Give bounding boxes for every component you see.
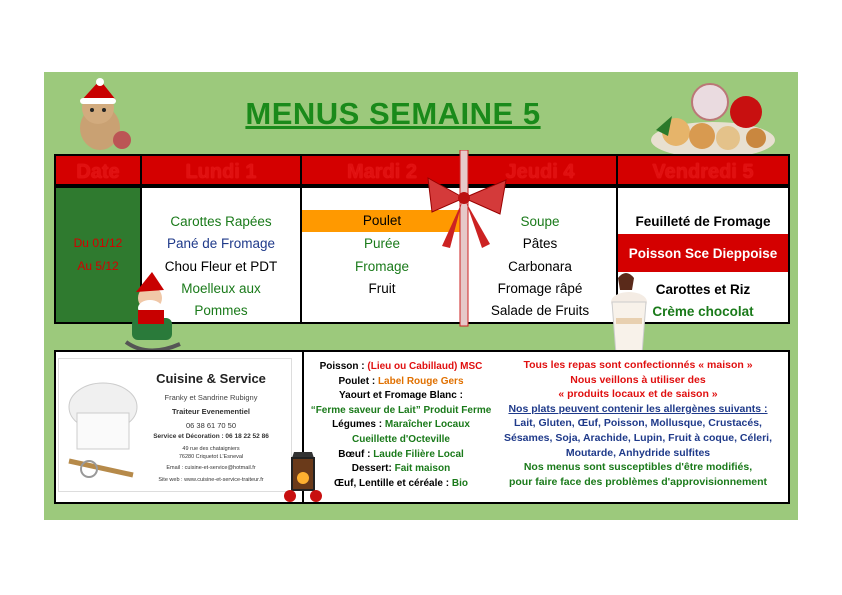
mardi-item: Poulet: [362, 213, 402, 228]
note-line: Nos plats peuvent contenir les allergènes suivants :: [508, 402, 768, 415]
header-mardi: Mardi 2: [300, 154, 464, 186]
jeudi-item: Fromage râpé: [497, 281, 583, 296]
jeudi-item: Soupe: [520, 214, 560, 229]
card-owners: Franky et Sandrine Rubigny: [164, 393, 258, 402]
note-line: Nos menus sont susceptibles d'être modifiés,: [523, 461, 753, 474]
teddy-bear-image: [60, 78, 140, 158]
lundi-item: Pané de Fromage: [166, 236, 276, 251]
header-vendredi: Vendredi 5: [616, 154, 790, 186]
sourcing-dessert: Dessert: Fait maison: [351, 463, 451, 475]
card-site: Site web : www.cuisine-et-service-traiteur.fr: [158, 477, 264, 483]
sourcing-oeuf: Œuf, Lentille et céréale : Bio: [334, 477, 468, 489]
jeudi-item: Carbonara: [508, 259, 572, 274]
notes: [492, 358, 784, 489]
lundi-item: Chou Fleur et PDT: [164, 259, 278, 274]
ribbon-bow-image: [420, 150, 520, 330]
card-brand: Cuisine & Service: [156, 371, 266, 386]
sourcing-poisson: Poisson : (Lieu ou Cabillaud) MSC: [319, 361, 483, 372]
sourcing-yaourt: Yaourt et Fromage Blanc :: [339, 390, 463, 402]
sourcing-ferme: “Ferme saveur de Lait” Produit Ferme: [310, 404, 492, 416]
date-from: Du 01/12: [73, 236, 123, 250]
santa-sled-image: [118, 272, 186, 360]
note-line: Tous les repas sont confectionnés « maison »: [523, 359, 753, 371]
business-card: [58, 358, 292, 492]
lundi-item: Pommes: [194, 303, 248, 318]
vendredi-item: Crème chocolat: [652, 304, 754, 319]
lundi-item: Moelleux aux: [181, 281, 261, 296]
header-jeudi: Jeudi 4: [462, 154, 618, 186]
mardi-item: Fruit: [368, 281, 396, 296]
jeudi-item: Salade de Fruits: [490, 303, 590, 318]
sourcing-boeuf: Bœuf : Laude Filière Local: [338, 448, 464, 460]
note-line: Nous veillons à utiliser des: [570, 373, 706, 386]
header-date: Date: [54, 154, 142, 186]
page-title: MENUS SEMAINE 5: [245, 96, 541, 131]
note-line: Sésames, Soja, Arachide, Lupin, Fruit à coque, Céleri,: [503, 431, 773, 444]
jeudi-item: Pâtes: [522, 236, 558, 251]
mardi-item: Purée: [363, 236, 401, 251]
card-decor: Service et Décoration : 06 18 22 52 86: [153, 433, 269, 440]
note-line: Lait, Gluten, Œuf, Poisson, Mollusque, Crustacés,: [514, 417, 762, 430]
note-line: « produits locaux et de saison »: [558, 388, 718, 401]
sourcing-cueillette: Cueillette d'Octeville: [352, 433, 450, 445]
card-email: Email : cuisine-et-service@hotmail.fr: [166, 465, 256, 471]
mardi-item: Fromage: [354, 259, 410, 274]
vendredi-item: Poisson Sce Dieppoise: [628, 246, 778, 261]
note-line: pour faire face des problèmes d'approvisionnement: [508, 475, 768, 488]
card-address2: 76280 Criquetot L'Esneval: [178, 454, 244, 460]
card-phone: 06 38 61 70 50: [185, 421, 237, 430]
sourcing-legumes: Légumes : Maraîcher Locaux: [332, 419, 470, 431]
date-to: Au 5/12: [77, 259, 119, 273]
vendredi-item: Feuilleté de Fromage: [635, 214, 771, 229]
hot-chocolate-image: [604, 268, 654, 360]
christmas-cookies-image: [646, 80, 780, 164]
header-lundi: Lundi 1: [140, 154, 302, 186]
card-address1: 49 rue des chataigniers: [182, 446, 240, 452]
vendredi-item: Carottes et Riz: [655, 282, 751, 297]
sourcing-info: [306, 360, 496, 491]
note-line: Moutarde, Anhydride sulfites: [565, 446, 711, 459]
lundi-item: Carottes Rapées: [170, 214, 272, 229]
card-service: Traiteur Evenementiel: [172, 407, 250, 416]
sourcing-poulet: Poulet : Label Rouge Gers: [338, 375, 464, 387]
